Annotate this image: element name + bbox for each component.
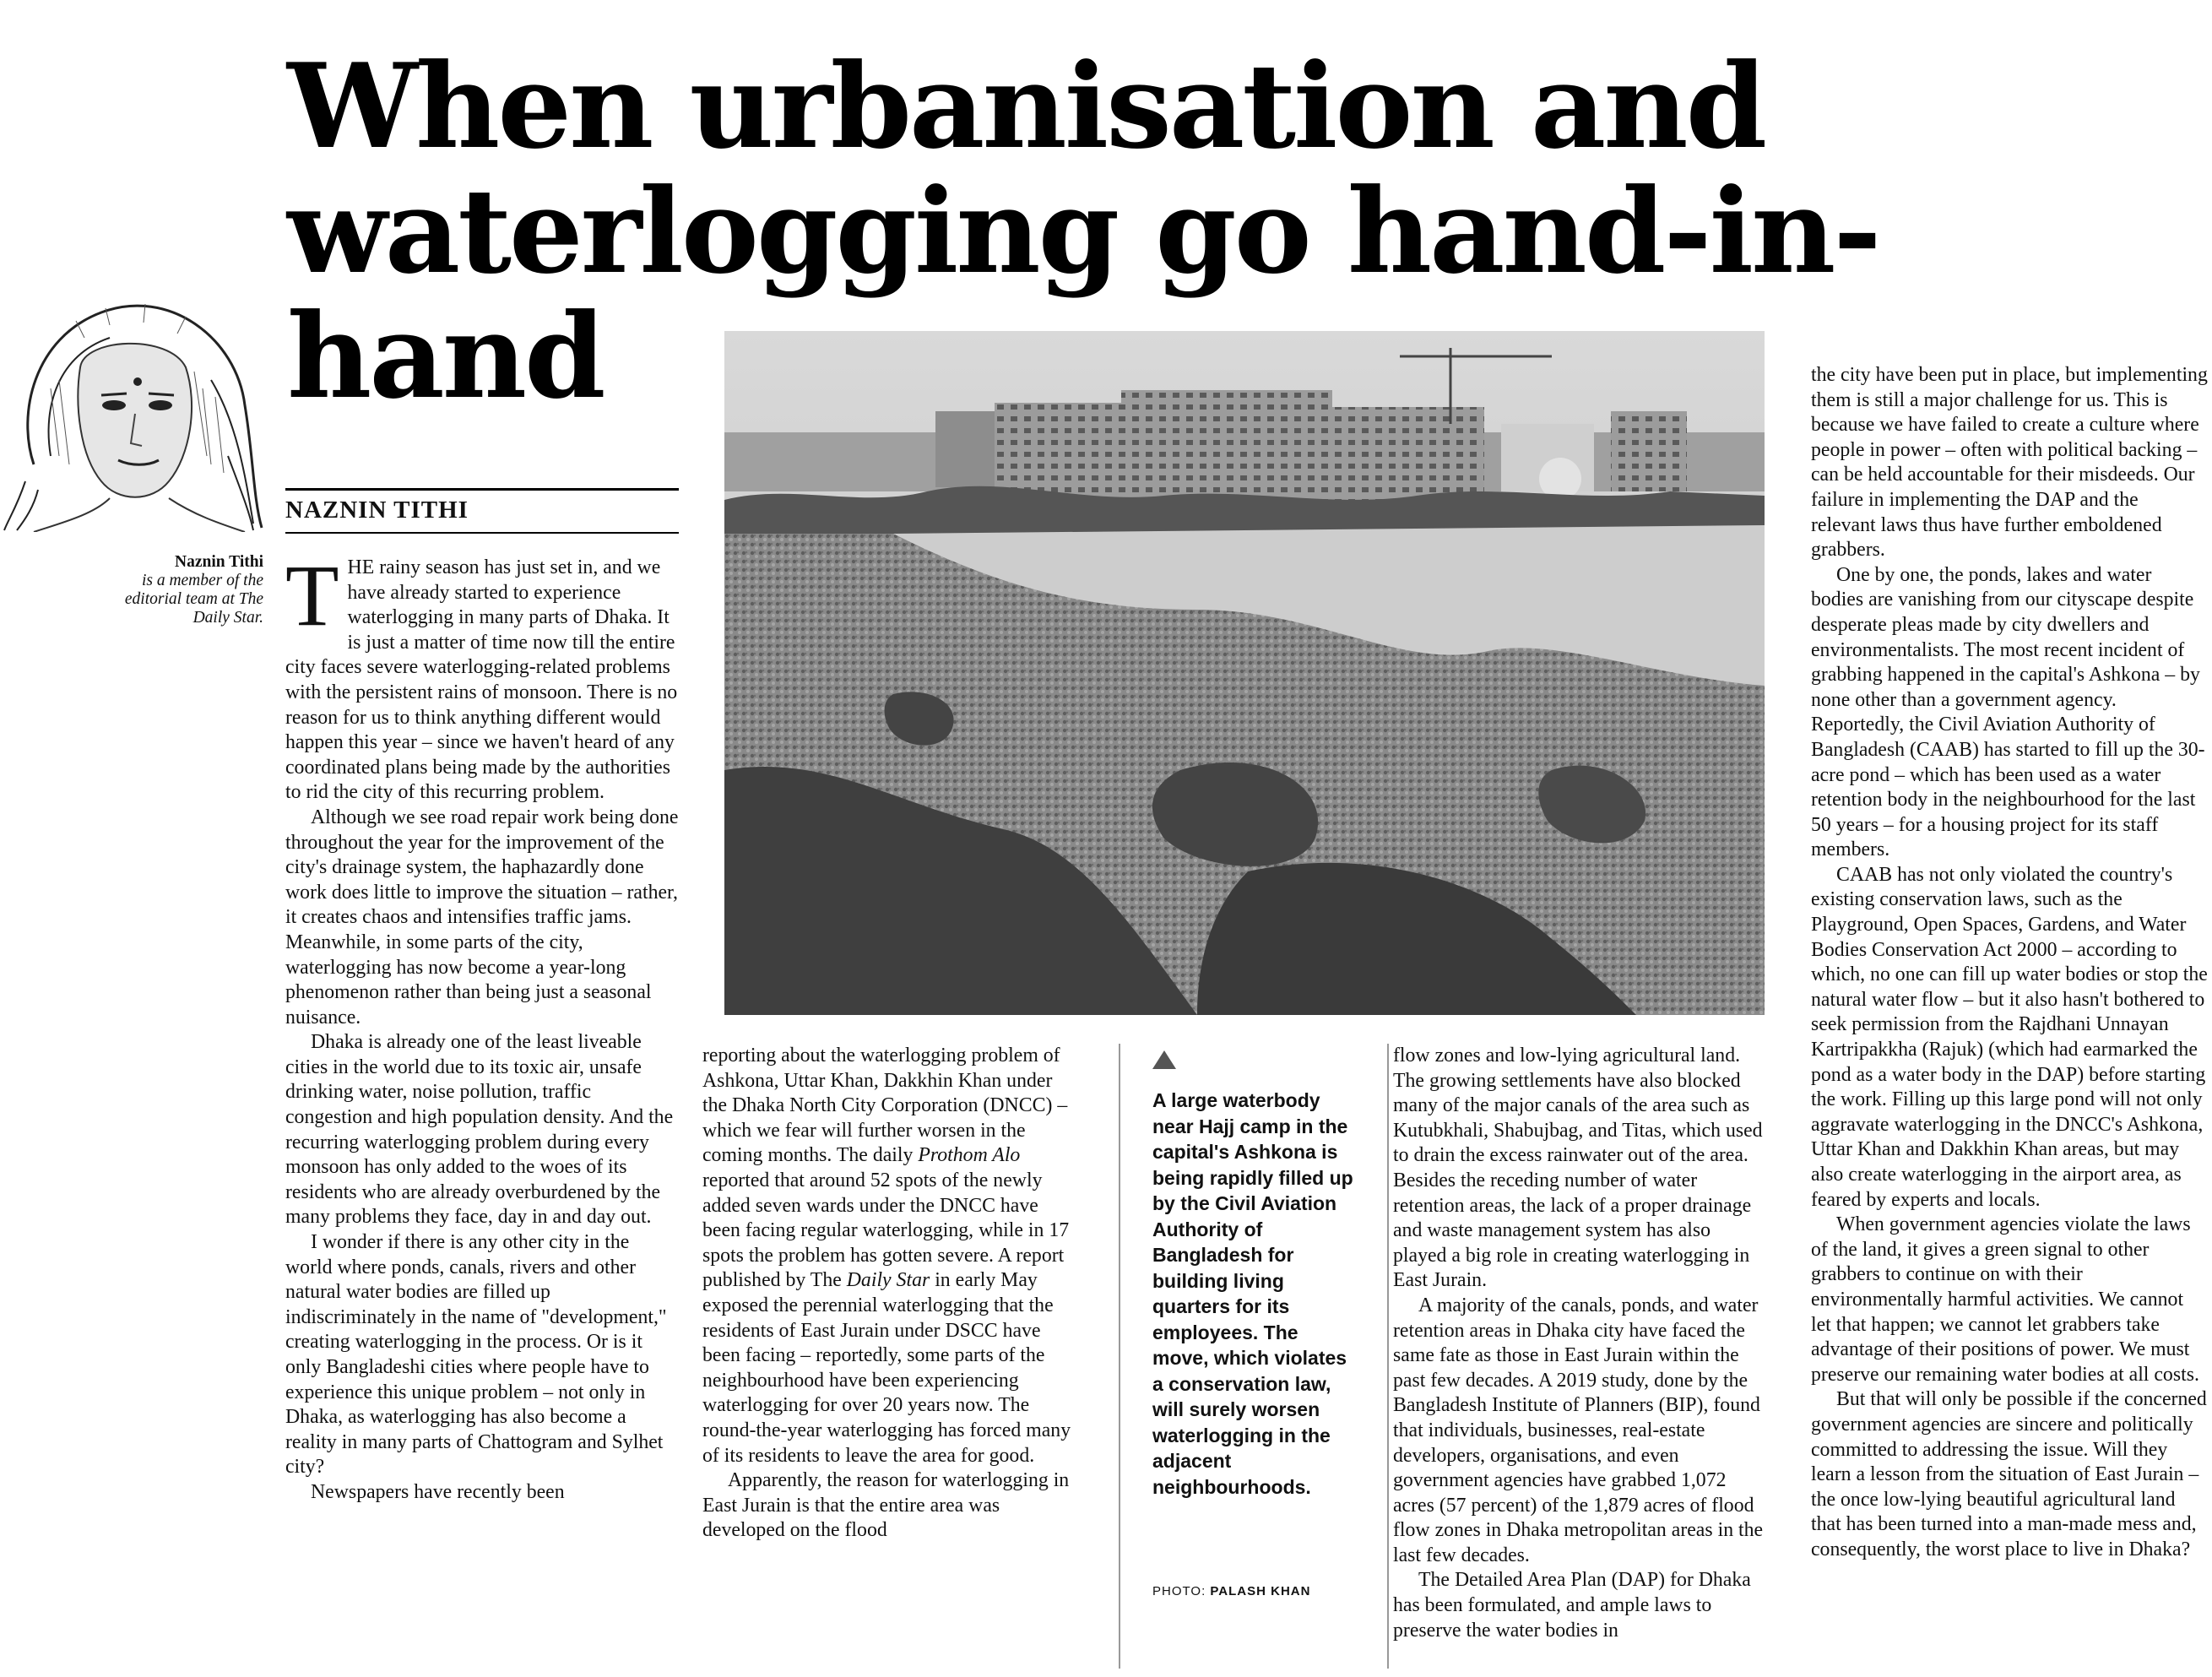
article-paragraph: Apparently, the reason for waterlogging in East Jurain is that the entire area was developed on the flood <box>702 1469 1070 1542</box>
photo-caption: A large waterbody near Hajj camp in the capital's Ashkona is being rapidly filled up by the Civil Aviation Authority of Bangladesh for building living quarters for its employees. The move, which violates a conservation law, will surely worsen waterlogging in the adjacent neighbourhoods. <box>1152 1089 1353 1498</box>
article-column-3 <box>1393 1044 1765 1643</box>
headline: When urbanisation and waterlogging go hand-in-hand <box>287 37 1879 425</box>
caption-left-rule <box>1119 1044 1120 1669</box>
article-column-4 <box>1811 363 2208 1563</box>
article-paragraph: Although we see road repair work being done throughout the year for the improvement of the city's drainage system, the haphazardly done work does little to improve the situation – rather, it creates chaos and intensifies traffic jams. Meanwhile, in some parts of the city, waterlogging has now become a year-long phenomenon rather than being just a seasonal nuisance. <box>285 806 679 1028</box>
article-paragraph: the city have been put in place, but implementing them is still a major challenge for us. This is because we have failed to create a culture where people in power – often with political backing – can be held accountable for their misdeeds. Our failure in implementing the DAP and the relevant laws thus have further emboldened grabbers. <box>1811 364 2208 562</box>
byline-bottom-rule <box>285 532 679 534</box>
article-paragraph: I wonder if there is any other city in the world where ponds, canals, rivers and other natural water bodies are filled up indiscriminately in the name of "development," creating waterlogging in the process. Or is it only Bangladeshi cities where people have to experience this unique problem – not only in Dhaka, as waterlogging has also become a reality in many parts of Chattogram and Sylhet city? <box>285 1231 667 1479</box>
article-paragraph: The Detailed Area Plan (DAP) for Dhaka has been formulated, and ample laws to preserve the water bodies in <box>1393 1569 1751 1642</box>
article-paragraph: Dhaka is already one of the least liveable cities in the world due to its toxic air, unsafe drinking water, noise pollution, traffic congestion and high population density. And the recurring waterlogging problem during every monsoon has only added to the woes of its residents who are already overburdened by the many problems they face, day in and day out. <box>285 1031 674 1229</box>
article-paragraph: CAAB has not only violated the country's existing conservation laws, such as the Playground, Open Spaces, Gardens, and Water Bodies Conservation Act 2000 – according to which, no one can fill up water bodies or stop the natural water flow – but it also hasn't bothered to seek permission from the Rajdhani Unnayan Kartripakkha (Rajuk) (which had earmarked the pond as a water body in the DAP) before starting the work. Filling up this large pond will not only aggravate waterlogging in the DNCC's Ashkona, Uttar Khan and Dakkhin Khan areas, but may also create waterlogging in the airport area, as feared by experts and locals. <box>1811 863 2208 1211</box>
article-photo <box>724 331 1765 1015</box>
article-paragraph: THE rainy season has just set in, and we have already started to experience waterlogging in many parts of Dhaka. It is just a matter of time now till the entire city faces severe waterlogging-related problems with the persistent rains of monsoon. There is no reason for us to think anything different would happen this year – since we haven't heard of any coordinated plans being made by the authorities to rid the city of this recurring problem. <box>285 547 678 804</box>
article-column-2 <box>702 1044 1074 1544</box>
caption-right-rule <box>1387 1044 1389 1669</box>
author-portrait <box>0 287 270 532</box>
article-paragraph: Newspapers have recently been <box>311 1480 565 1503</box>
dropcap: T <box>285 547 339 644</box>
caption-arrow-icon <box>1152 1050 1176 1069</box>
article-paragraph: When government agencies violate the laws of the land, it gives a green signal to other grabbers to continue on with their environmentally harmful activities. We cannot let that happen; we cannot let grabbers take advantage of their positions of power. We must preserve our remaining water bodies at all costs. <box>1811 1213 2199 1386</box>
article-paragraph: But that will only be possible if the concerned government agencies are sincere and politically committed to addressing the issue. Will they learn a lesson from the situation of East Jurain – the once low-lying beautiful agricultural land that has been turned into a man-made mess and, consequently, the worst place to live in Dhaka? <box>1811 1388 2207 1560</box>
author-note <box>84 553 263 627</box>
article-paragraph: reporting about the waterlogging problem of Ashkona, Uttar Khan, Dakkhin Khan under the Dhaka North City Corporation (DNCC) – which we fear will further worsen in the coming months. The daily Prothom Alo reported that around 52 spots of the newly added seven wards under the DNCC have been facing regular waterlogging, while in 17 spots the problem has gotten severe. A report published by The Daily Star in early May exposed the perennial waterlogging that the residents of East Jurain under DSCC have been facing – reportedly, some parts of the neighbourhood have been experiencing waterlogging for over 20 years now. The round-the-year waterlogging has forced many of its residents to leave the area for good. <box>702 1045 1071 1467</box>
byline-top-rule <box>285 488 679 491</box>
article-paragraph: One by one, the ponds, lakes and water bodies are vanishing from our cityscape despite desperate pleas made by city dwellers and environmentalists. The most recent incident of grabbing happened in the capital's Ashkona – by none other than a government agency. Reportedly, the Civil Aviation Authority of Bangladesh (CAAB) has started to fill up the 30-acre pond – which has been used as a water retention body in the neighbourhood for the last 50 years – for a housing project for its staff members. <box>1811 563 2205 861</box>
article-column-1 <box>285 547 680 1506</box>
article-paragraph: flow zones and low-lying agricultural land. The growing settlements have also blocked many of the major canals of the area such as Kutubkhali, Shabujbag, and Titas, which used to drain the excess rainwater out of the area. Besides the receding number of water retention areas, the lack of a proper drainage and waste management system has also played a big role in creating waterlogging in East Jurain. <box>1393 1045 1763 1292</box>
author-note-bio: is a member of the editorial team at The Daily Star. <box>124 572 263 627</box>
photo-caption-box <box>1119 1044 1372 1669</box>
author-note-name: Naznin Tithi <box>175 553 263 571</box>
byline: NAZNIN TITHI <box>285 497 469 524</box>
article-paragraph: A majority of the canals, ponds, and water retention areas in Dhaka city have faced the same fate as those in East Jurain within the past few decades. A 2019 study, done by the Bangladesh Institute of Planners (BIP), found that individuals, businesses, real-estate developers, organisations, and even government agencies have grabbed 1,072 acres (57 percent) of the 1,879 acres of flood flow zones in Dhaka metropolitan areas in the last few decades. <box>1393 1294 1764 1566</box>
photo-credit: PHOTO: PALASH KHAN <box>1152 1584 1311 1598</box>
